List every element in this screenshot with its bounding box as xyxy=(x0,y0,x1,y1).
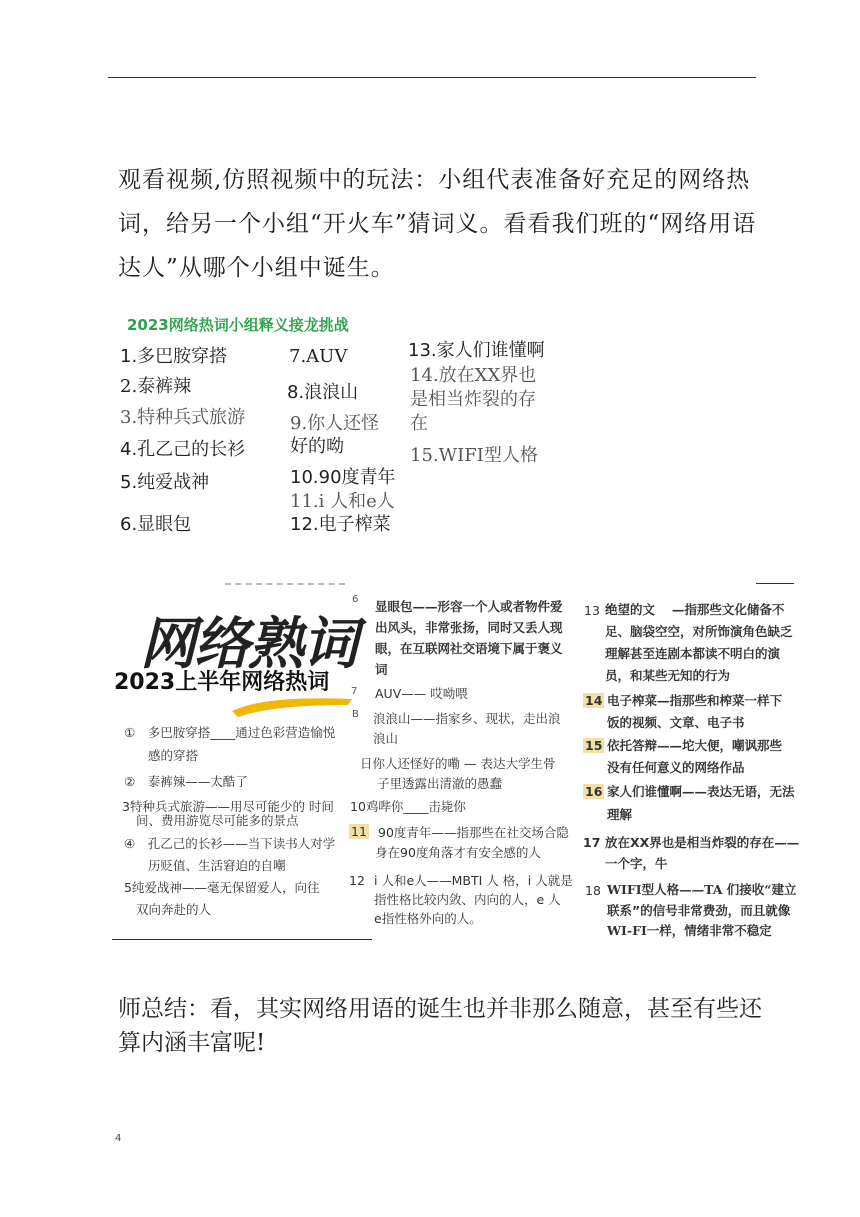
list-item: 10.90度青年 xyxy=(290,467,396,488)
explain-line: 显眼包——形容一个人或者物件爱 xyxy=(375,599,563,614)
list-item: 2.泰裤辣 xyxy=(120,376,192,397)
item-number: 15 xyxy=(585,738,603,753)
explain-line: 感的穿搭 xyxy=(148,748,199,763)
explain-line: 浪山 xyxy=(373,731,399,746)
item-number: 13 xyxy=(584,603,600,618)
list-item: 5.纯爱战神 xyxy=(120,472,210,493)
explain-line: 间、费用游览尽可能多的景点 xyxy=(136,813,299,828)
explain-line: e指性格外向的人。 xyxy=(374,911,482,926)
explain-line: 电子榨菜—指那些和榨菜一样下 xyxy=(607,693,783,708)
item-number: 16 xyxy=(585,784,603,799)
item-number: 7 xyxy=(351,686,358,697)
explain-line: 一个字，牛 xyxy=(605,856,668,871)
explain-line: WI-FI一样，情绪非常不稳定 xyxy=(607,923,772,938)
explain-line: 没有任何意义的网络作品 xyxy=(607,760,745,775)
list-item: 9.你人还怪 xyxy=(290,413,380,434)
explain-line: 眼，在互联网社交语境下属于褒义 xyxy=(375,641,563,656)
explain-line: AUV—— 哎呦喂 xyxy=(375,686,468,701)
explain-line: 词 xyxy=(375,662,388,677)
list-item: 13.家人们谁懂啊 xyxy=(408,340,545,361)
list-item: 好的呦 xyxy=(290,436,344,457)
item-number: 6 xyxy=(352,594,359,605)
explain-line: 出风头，非常张扬，同时又丢人现 xyxy=(375,620,563,635)
list-title: 2023网络热词小组释义接龙挑战 xyxy=(127,316,349,334)
explain-line: ④ 孔乙己的长衫——当下读书人对学 xyxy=(124,836,336,851)
explain-line: i 人和e人——MBTI 人 格，i 人就是 xyxy=(374,873,573,888)
list-item: 12.电子榨菜 xyxy=(290,514,391,535)
item-number: 18 xyxy=(585,883,601,898)
list-item: 11.i 人和e人 xyxy=(290,491,395,512)
explain-line: 联系”的信号非常费劲，而且就像 xyxy=(607,903,791,918)
divider xyxy=(112,939,372,940)
explain-line: 放在XX界也是相当炸裂的存在—— xyxy=(605,835,800,850)
explain-line: 绝望的文 —指那些文化储备不 xyxy=(605,602,785,617)
explain-line: 子里透露出清澈的愚蠢 xyxy=(377,776,503,791)
explain-line: WIFI型人格——TA 们接收“建立 xyxy=(607,882,797,897)
list-item: 7.AUV xyxy=(289,346,348,367)
summary-paragraph: 师总结：看，其实网络用语的诞生也并非那么随意，甚至有些还算内涵丰富呢! xyxy=(118,996,762,1056)
wordart-title: 网络熟词 xyxy=(140,612,356,677)
item-number: 12 xyxy=(349,873,365,888)
list-item: 3.特种兵式旅游 xyxy=(120,407,246,428)
explain-line: 足、脑袋空空，对所饰演角色缺乏 xyxy=(605,624,793,639)
list-item: 14.放在XX界也 xyxy=(410,365,537,386)
item-number: B xyxy=(352,709,359,720)
item-number: 17 xyxy=(583,835,601,850)
explain-line: 浪浪山——指家乡、现状，走出浪 xyxy=(373,711,561,726)
explain-line: 理解甚至连剧本都读不明白的演 xyxy=(605,646,781,661)
explain-line: 日你人还怪好的嘞 — 表达大学生骨 xyxy=(360,756,556,771)
page-number: 4 xyxy=(115,1133,122,1144)
explain-line: ② 泰裤辣——太酷了 xyxy=(124,774,248,789)
banner-subtitle: 2023上半年网络热词 xyxy=(114,670,330,695)
explain-line: 历贬值、生活窘迫的自嘲 xyxy=(148,858,286,873)
explain-line: 饭的视频、文章、电子书 xyxy=(607,715,745,730)
list-item: 6.显眼包 xyxy=(120,514,192,535)
intro-paragraph: 观看视频,仿照视频中的玩法：小组代表准备好充足的网络热词，给另一个小组“开火车”猜词义。看看我们班的“网络用语达人”从哪个小组中诞生。 xyxy=(118,167,757,281)
explain-line: 10鸡哔你____击毙你 xyxy=(350,799,466,814)
list-item: 15.WIFI型人格 xyxy=(410,445,538,466)
list-item: 1.多巴胺穿搭 xyxy=(120,346,228,367)
explain-line: ① 多巴胺穿搭____通过色彩营造愉悦 xyxy=(124,725,336,740)
list-item: 是相当炸裂的存 xyxy=(410,389,536,410)
list-item: 在 xyxy=(410,413,428,434)
explain-line: 5纯爱战神——毫无保留爱人，向往 xyxy=(124,880,320,895)
explain-line: 员，和某些无知的行为 xyxy=(605,668,731,683)
list-item: 8.浪浪山 xyxy=(287,382,359,403)
item-number: 11 xyxy=(351,824,367,839)
divider xyxy=(756,583,794,584)
explain-line: 指性格比较内敛、内向的人，e 人 xyxy=(374,892,561,907)
brush-swoosh xyxy=(228,693,356,719)
explain-line: 理解 xyxy=(607,807,633,822)
banner-dash xyxy=(225,583,345,585)
explain-line: 3特种兵式旅游——用尽可能少的 时间 xyxy=(122,799,334,814)
explain-line: 90度青年——指那些在社交场合隐 xyxy=(378,825,569,840)
explain-line: 身在90度角落才有安全感的人 xyxy=(375,845,541,860)
explain-line: 家人们谁懂啊——表达无语，无法 xyxy=(607,784,795,799)
list-item: 4.孔乙己的长衫 xyxy=(120,439,246,460)
explain-line: 依托答辩——坨大便，嘲讽那些 xyxy=(607,738,783,753)
item-number: 14 xyxy=(585,693,603,708)
header-rule xyxy=(108,77,756,78)
explain-line: 双向奔赴的人 xyxy=(136,902,212,917)
